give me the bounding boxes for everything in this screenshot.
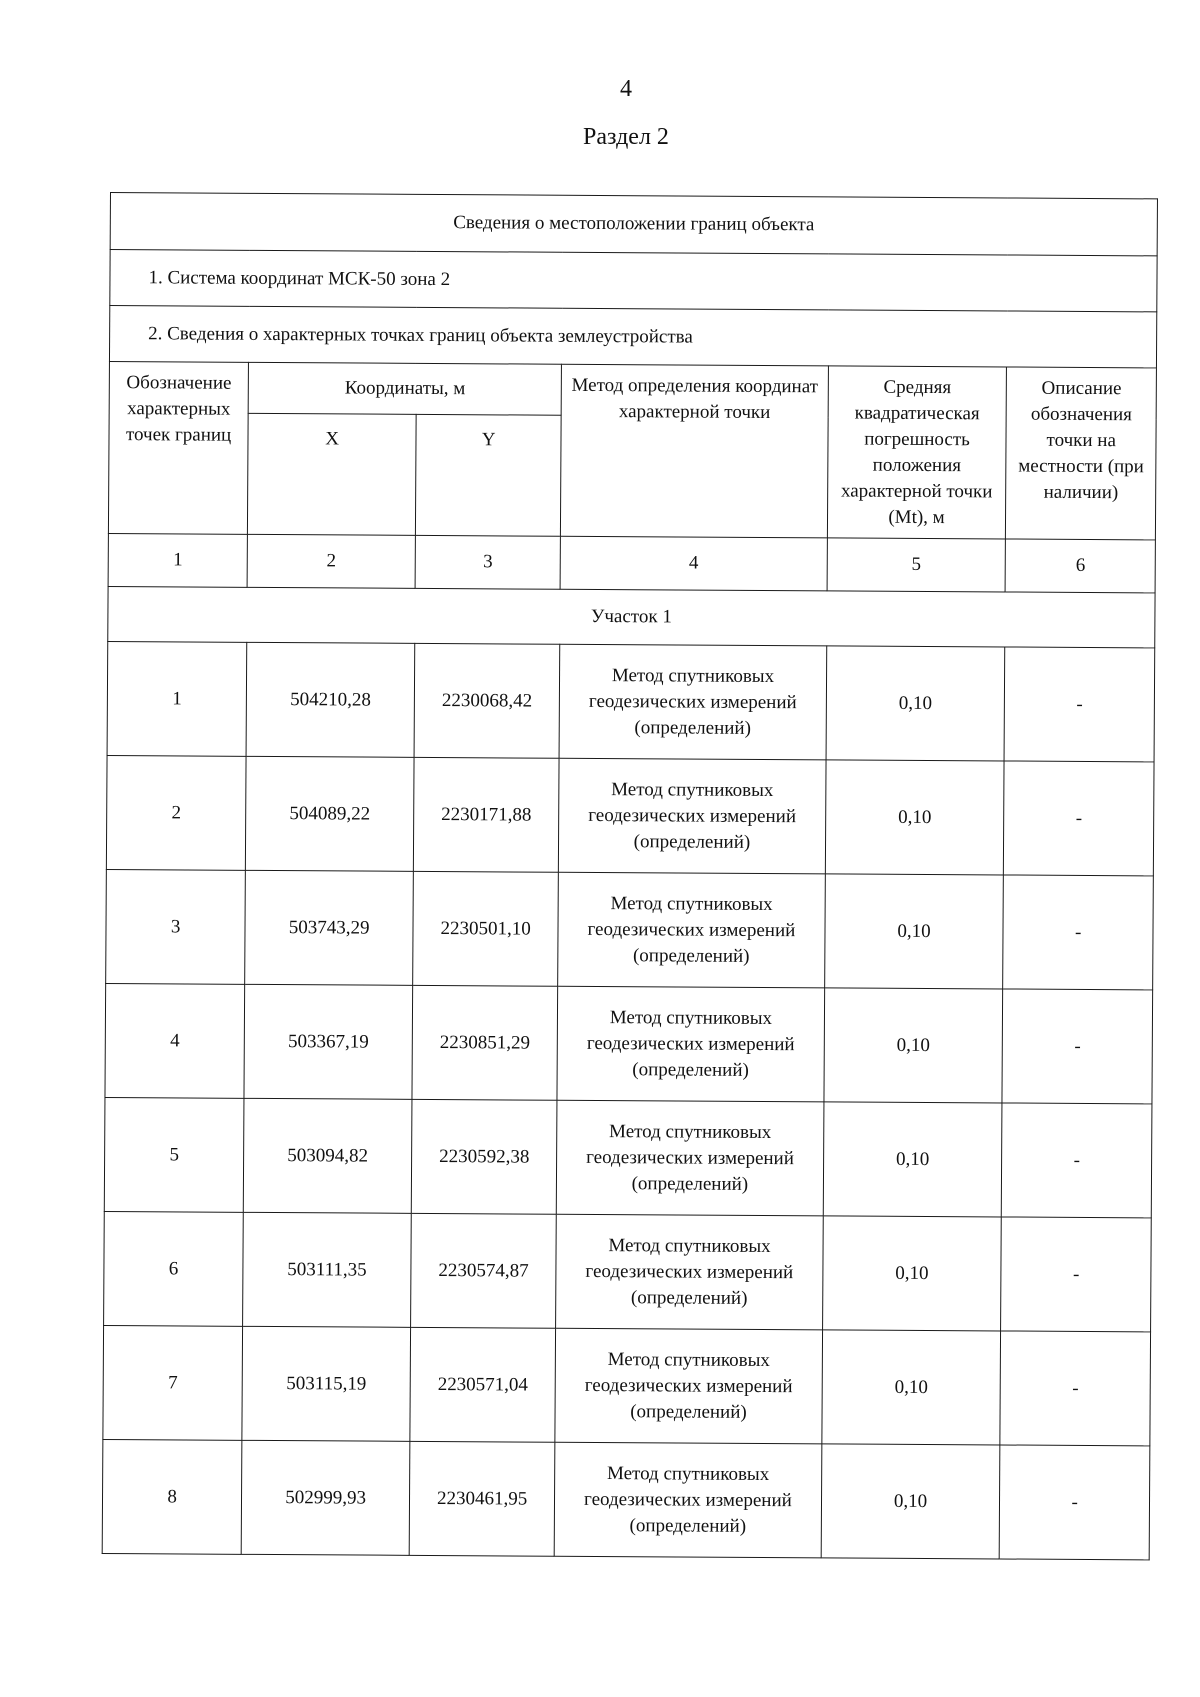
y-coordinate-cell: 2230851,29: [412, 985, 558, 1100]
method-cell: Метод спутниковых геодезических измерений (определений): [556, 1214, 823, 1330]
x-coordinate-cell: 503111,35: [243, 1212, 411, 1327]
x-coordinate-cell: 504210,28: [246, 642, 414, 757]
table-banner: Сведения о местоположении границ объекта: [110, 193, 1157, 256]
x-coordinate-cell: 503094,82: [244, 1098, 412, 1213]
column-number: 1: [108, 533, 248, 587]
description-cell: -: [1005, 647, 1155, 762]
description-cell: -: [1004, 761, 1154, 876]
x-coordinate-cell: 503743,29: [245, 870, 413, 985]
description-cell: -: [1000, 1331, 1150, 1446]
point-cell: 1: [107, 641, 247, 756]
section-title: Раздел 2: [583, 124, 669, 150]
boundary-points-table: [102, 192, 1158, 1560]
coordinate-system: 1. Система координат МСК-50 зона 2: [110, 250, 1157, 312]
method-cell: Метод спутниковых геодезических измерений (определений): [557, 1100, 824, 1216]
y-coordinate-cell: 2230571,04: [410, 1327, 556, 1442]
table-row: [102, 1439, 1150, 1559]
column-number: 4: [560, 536, 827, 591]
error-cell: 0,10: [824, 874, 1004, 989]
point-cell: 6: [104, 1211, 244, 1326]
parcel-label: Участок 1: [108, 586, 1155, 647]
description-cell: -: [1002, 1103, 1152, 1218]
y-coordinate-cell: 2230068,42: [414, 643, 560, 758]
error-cell: 0,10: [821, 1444, 1001, 1559]
y-coordinate-cell: 2230501,10: [413, 871, 559, 986]
point-cell: 7: [103, 1325, 243, 1440]
description-cell: -: [1000, 1445, 1150, 1560]
column-number: 3: [415, 535, 561, 589]
description-cell: -: [1001, 1217, 1151, 1332]
header-coordinates: Координаты, м: [248, 362, 561, 415]
column-number: 5: [827, 538, 1006, 592]
table-row: [106, 869, 1154, 989]
error-cell: 0,10: [822, 1216, 1002, 1331]
header-x: X: [248, 413, 416, 535]
description-cell: -: [1002, 989, 1152, 1104]
point-cell: 5: [104, 1097, 244, 1212]
header-method: Метод определения координат характерной точки: [561, 364, 828, 538]
method-cell: Метод спутниковых геодезических измерений (определений): [555, 1328, 822, 1444]
point-cell: 4: [105, 983, 245, 1098]
y-coordinate-cell: 2230171,88: [413, 757, 559, 872]
error-cell: 0,10: [821, 1330, 1001, 1445]
point-cell: 2: [106, 755, 246, 870]
table-row: [103, 1325, 1151, 1445]
points-heading: 2. Сведения о характерных точках границ объекта землеустройства: [109, 306, 1156, 368]
table-row: [106, 755, 1154, 875]
y-coordinate-cell: 2230461,95: [409, 1441, 555, 1556]
error-cell: 0,10: [826, 646, 1006, 761]
page-number: 4: [620, 76, 632, 102]
error-cell: 0,10: [824, 988, 1004, 1103]
method-cell: Метод спутниковых геодезических измерений (определений): [559, 644, 826, 760]
error-cell: 0,10: [825, 760, 1005, 875]
point-cell: 3: [106, 869, 246, 984]
header-y: Y: [415, 414, 561, 536]
error-cell: 0,10: [823, 1102, 1003, 1217]
x-coordinate-cell: 503115,19: [242, 1326, 410, 1441]
method-cell: Метод спутниковых геодезических измерений (определений): [557, 986, 824, 1102]
method-cell: Метод спутниковых геодезических измерений (определений): [554, 1442, 821, 1558]
table-row: [104, 1097, 1152, 1217]
method-cell: Метод спутниковых геодезических измерений (определений): [558, 872, 825, 988]
description-cell: -: [1003, 875, 1153, 990]
x-coordinate-cell: 503367,19: [244, 984, 412, 1099]
x-coordinate-cell: 502999,93: [241, 1440, 409, 1555]
y-coordinate-cell: 2230592,38: [411, 1099, 557, 1214]
header-error: Средняя квадратическая погрешность положения характерной точки (Mt), м: [827, 366, 1007, 539]
y-coordinate-cell: 2230574,87: [411, 1213, 557, 1328]
column-number: 2: [247, 534, 415, 588]
method-cell: Метод спутниковых геодезических измерений (определений): [559, 758, 826, 874]
column-number: 6: [1006, 539, 1156, 593]
point-cell: 8: [102, 1439, 242, 1554]
x-coordinate-cell: 504089,22: [246, 756, 414, 871]
boundary-table-container: [102, 192, 1158, 1560]
table-row: [107, 641, 1155, 761]
header-description: Описание обозначения точки на местности (при наличии): [1006, 367, 1157, 540]
table-row: [104, 1211, 1152, 1331]
header-designation: Обозначение характерных точек границ: [108, 361, 248, 534]
table-row: [105, 983, 1153, 1103]
